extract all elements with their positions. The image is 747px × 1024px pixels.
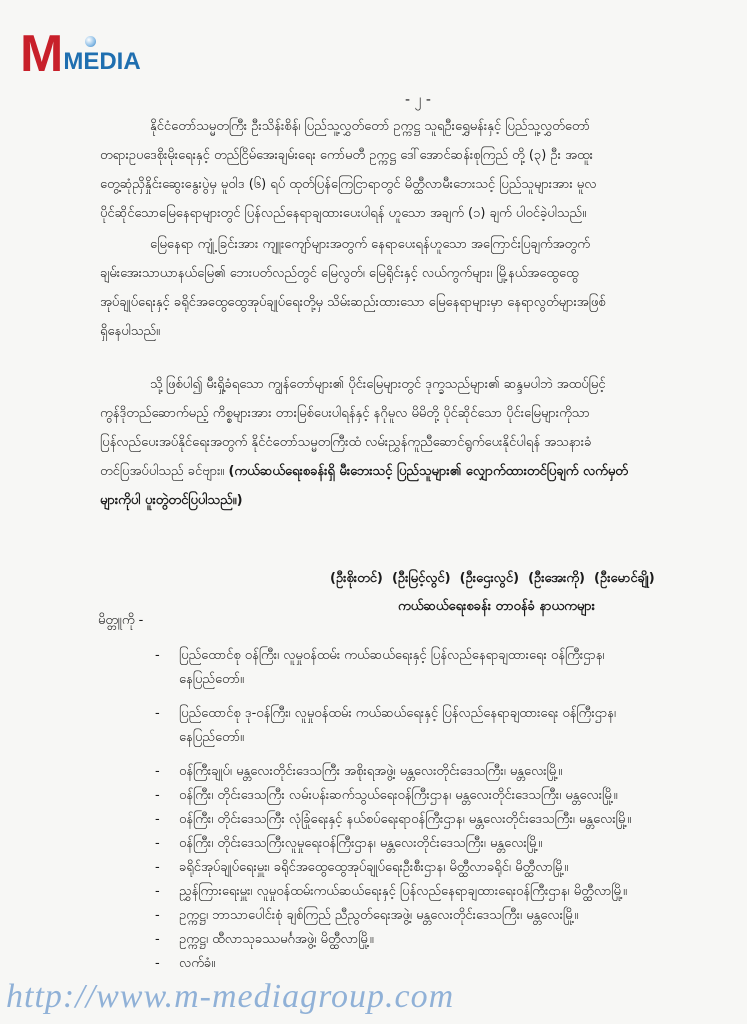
list-item-text: ဝန်ကြီး၊ တိုင်းဒေသကြီးလူမှုရေးဝန်ကြီးဌာန၊ မန္တလေးတိုင်းဒေသကြီး၊ မန္တလေးမြို့။ <box>179 836 543 851</box>
list-dash: - <box>155 884 160 899</box>
signatory-names <box>330 570 655 589</box>
list-item <box>155 644 631 668</box>
list-item-text: ဥက္ကဋ္ဌ၊ ထီလာသုခဿမင်္ဂအဖွဲ့၊ မိတ္ထီလာမြို့။ <box>179 932 374 947</box>
list-item <box>155 856 631 880</box>
list-dash: - <box>155 788 160 803</box>
list-dash: - <box>155 812 160 827</box>
list-dash: - <box>155 860 160 875</box>
list-item <box>155 952 631 976</box>
paragraph-line: တရားဥပဒေစိုးမိုးရေးနှင့် တည်ငြိမ်အေးချမ်းရေး ကော်မတီ ဥက္ကဋ္ဌ ဒေါ်အောင်ဆန်းစုကြည် တို့ (၃) ဦး အထူး <box>100 148 593 163</box>
paragraph-line: တွေ့ဆုံညှိနှိုင်းဆွေးနွေးပွဲမှ မူဝါဒ (၆) ရပ် ထုတ်ပြန်ကြေငြာရာတွင် မိတ္ထီလာမီးဘေးသင့် ပြည်သူများအား မူလ <box>100 177 597 192</box>
paragraph-1 <box>100 112 597 228</box>
signatory-name: (ဦးစိုးတင်) <box>330 571 383 586</box>
attachment-note: (ကယ်ဆယ်ရေးစခန်းရှိ မီးဘေးသင့် ပြည်သူများ၏ လျှောက်ထားတင်ပြချက် လက်မှတ် <box>228 464 628 479</box>
watermark-url: http://www.m-mediagroup.com <box>6 978 455 1015</box>
list-item-text: ပြည်ထောင်စု ဝန်ကြီး၊ လူမှုဝန်ထမ်း ကယ်ဆယ်ရေးနှင့် ပြန်လည်နေရာချထားရေး ဝန်ကြီးဌာန၊ <box>179 648 605 663</box>
globe-icon <box>85 36 96 47</box>
list-dash: - <box>155 764 160 779</box>
paragraph-2 <box>100 230 606 346</box>
logo-word-text: MEDIA <box>63 48 141 75</box>
list-item <box>155 928 631 952</box>
list-item <box>155 784 631 808</box>
paragraph-line <box>100 457 628 486</box>
list-item-text: ဝန်ကြီး၊ တိုင်းဒေသကြီး လမ်းပန်းဆက်သွယ်ရေးဝန်ကြီးဌာန၊ မန္တလေးတိုင်းဒေသကြီး၊ မန္တလေးမြို့။ <box>179 788 618 803</box>
list-item-text: ညွှန်ကြားရေးမှူး၊ လူမှုဝန်ထမ်းကယ်ဆယ်ရေးနှင့် ပြန်လည်နေရာချထားရေးဝန်ကြီးဌာန၊ မိတ္ထီလာမြို့။ <box>179 884 627 899</box>
signatory-name: (ဦးမြင့်လွင်) <box>391 571 451 586</box>
list-dash: - <box>155 932 160 947</box>
paragraph-line-text: တင်ပြအပ်ပါသည် ခင်ဗျား။ <box>100 464 225 479</box>
list-item-text: ဝန်ကြီးချုပ်၊ မန္တလေးတိုင်းဒေသကြီး အစိုးရအဖွဲ့၊ မန္တလေးတိုင်းဒေသကြီး၊ မန္တလေးမြို့။ <box>179 764 563 779</box>
list-item-text: နေပြည်တော်။ <box>179 672 244 687</box>
list-item-text: ဝန်ကြီး၊ တိုင်းဒေသကြီး လုံခြုံရေးနှင့် နယ်စပ်ရေးရာဝန်ကြီးဌာန၊ မန္တလေးတိုင်းဒေသကြီး၊ မန္တလေးမြို့။ <box>179 812 632 827</box>
list-item <box>155 880 631 904</box>
brand-logo <box>20 25 141 83</box>
list-item-cont <box>155 726 631 750</box>
list-item-text: နေပြည်တော်။ <box>179 730 244 745</box>
list-item <box>155 760 631 784</box>
signatory-name: (ဦးဌေးလွင်) <box>459 571 520 586</box>
list-dash: - <box>155 908 160 923</box>
paragraph-line: အုပ်ချုပ်ရေးနှင့် ခရိုင်အထွေထွေအုပ်ချုပ်ရေးတို့မှ သိမ်းဆည်းထားသော မြေနေရာများမှာ နေရာလွတ်များအဖြစ် <box>100 295 606 310</box>
logo-word <box>63 50 140 74</box>
paragraph-3 <box>100 370 628 515</box>
list-item-text: ပြည်ထောင်စု ဒု-ဝန်ကြီး၊ လူမှုဝန်ထမ်း ကယ်ဆယ်ရေးနှင့် ပြန်လည်နေရာချထားရေး ဝန်ကြီးဌာန၊ <box>179 706 616 721</box>
signatory-title: ကယ်ဆယ်ရေးစခန်း တာဝန်ခံ နာယကများ <box>398 599 595 614</box>
paragraph-line: နိုင်ငံတော်သမ္မတကြီး ဦးသိန်းစိန်၊ ပြည်သူ့လွှတ်တော် ဥက္ကဋ္ဌ သူရဦးရွှေမန်းနှင့် ပြည်သူ့လွှတ်တော် <box>150 119 590 134</box>
list-item-cont <box>155 668 631 692</box>
list-dash: - <box>155 836 160 851</box>
page-number: - ၂ - <box>405 92 431 108</box>
paragraph-line: သို့ဖြစ်ပါ၍ မီးရှို့ခံရသော ကျွန်တော်များ၏ ပိုင်းမြေများတွင် ဒုက္ခသည်များ၏ ဆန္ဒမပါဘဲ အထပ်မြင့် <box>150 377 606 392</box>
paragraph-line: ကွန်ဒိုတည်ဆောက်မည့် ကိစ္စများအား တားမြစ်ပေးပါရန်နှင့် နဂိုမူလ မိမိတို့ ပိုင်ဆိုင်သော ပိုင်းမြေများကိုသာ <box>100 406 590 421</box>
logo-letter: M <box>20 25 62 83</box>
paragraph-line: ပြန်လည်ပေးအပ်နိုင်ရေးအတွက် နိုင်ငံတော်သမ္မတကြီးထံ လမ်းညွှန်ကူညီဆောင်ရွက်ပေးနိုင်ပါရန် အသနားခံ <box>100 435 592 450</box>
signatory-name: (ဦးမောင်ချို) <box>594 571 655 586</box>
list-dash: - <box>155 706 160 721</box>
paragraph-line: မြေနေရာ ကျုံ့ခြင်းအား ကျူးကျော်များအတွက် နေရာပေးရန်ဟူသော အကြောင်းပြချက်အတွက် <box>150 237 590 252</box>
list-item-text: ခရိုင်အုပ်ချုပ်ရေးမှူး၊ ခရိုင်အထွေထွေအုပ်ချုပ်ရေးဦးစီးဌာန၊ မိတ္ထီလာခရိုင်၊ မိတ္ထီလာမြို့။ <box>179 860 569 875</box>
list-item <box>155 808 631 832</box>
paragraph-line: ရှိနေပါသည်။ <box>100 324 160 339</box>
list-item <box>155 904 631 928</box>
cc-label: မိတ္တူကို - <box>98 613 144 628</box>
cc-list <box>155 644 631 976</box>
list-item-text: ဥက္ကဋ္ဌ၊ ဘာသာပေါင်းစုံ ချစ်ကြည် ညီညွတ်ရေးအဖွဲ့၊ မန္တလေးတိုင်းဒေသကြီး၊ မန္တလေးမြို့။ <box>179 908 579 923</box>
list-item <box>155 832 631 856</box>
list-dash: - <box>155 648 160 663</box>
attachment-note-line2: များကိုပါ ပူးတွဲတင်ပြပါသည်။) <box>100 493 243 508</box>
signatory-name: (ဦးအေးကို) <box>528 571 585 586</box>
list-dash: - <box>155 956 160 971</box>
list-item-text: လက်ခံ။ <box>179 956 216 971</box>
paragraph-line: ပိုင်ဆိုင်သောမြေနေရာများတွင် ပြန်လည်နေရာချထားပေးပါရန် ဟူသော အချက် (၁) ချက် ပါဝင်ခဲ့ပါသည်။ <box>100 206 587 221</box>
paragraph-line: ချမ်းအေးသာယာနယ်မြေ၏ ဘေးပတ်လည်တွင် မြေလွတ်၊ မြေရိုင်းနှင့် လယ်ကွက်များ၊ မြို့နယ်အထွေထွေ <box>100 266 579 281</box>
list-item <box>155 702 631 726</box>
